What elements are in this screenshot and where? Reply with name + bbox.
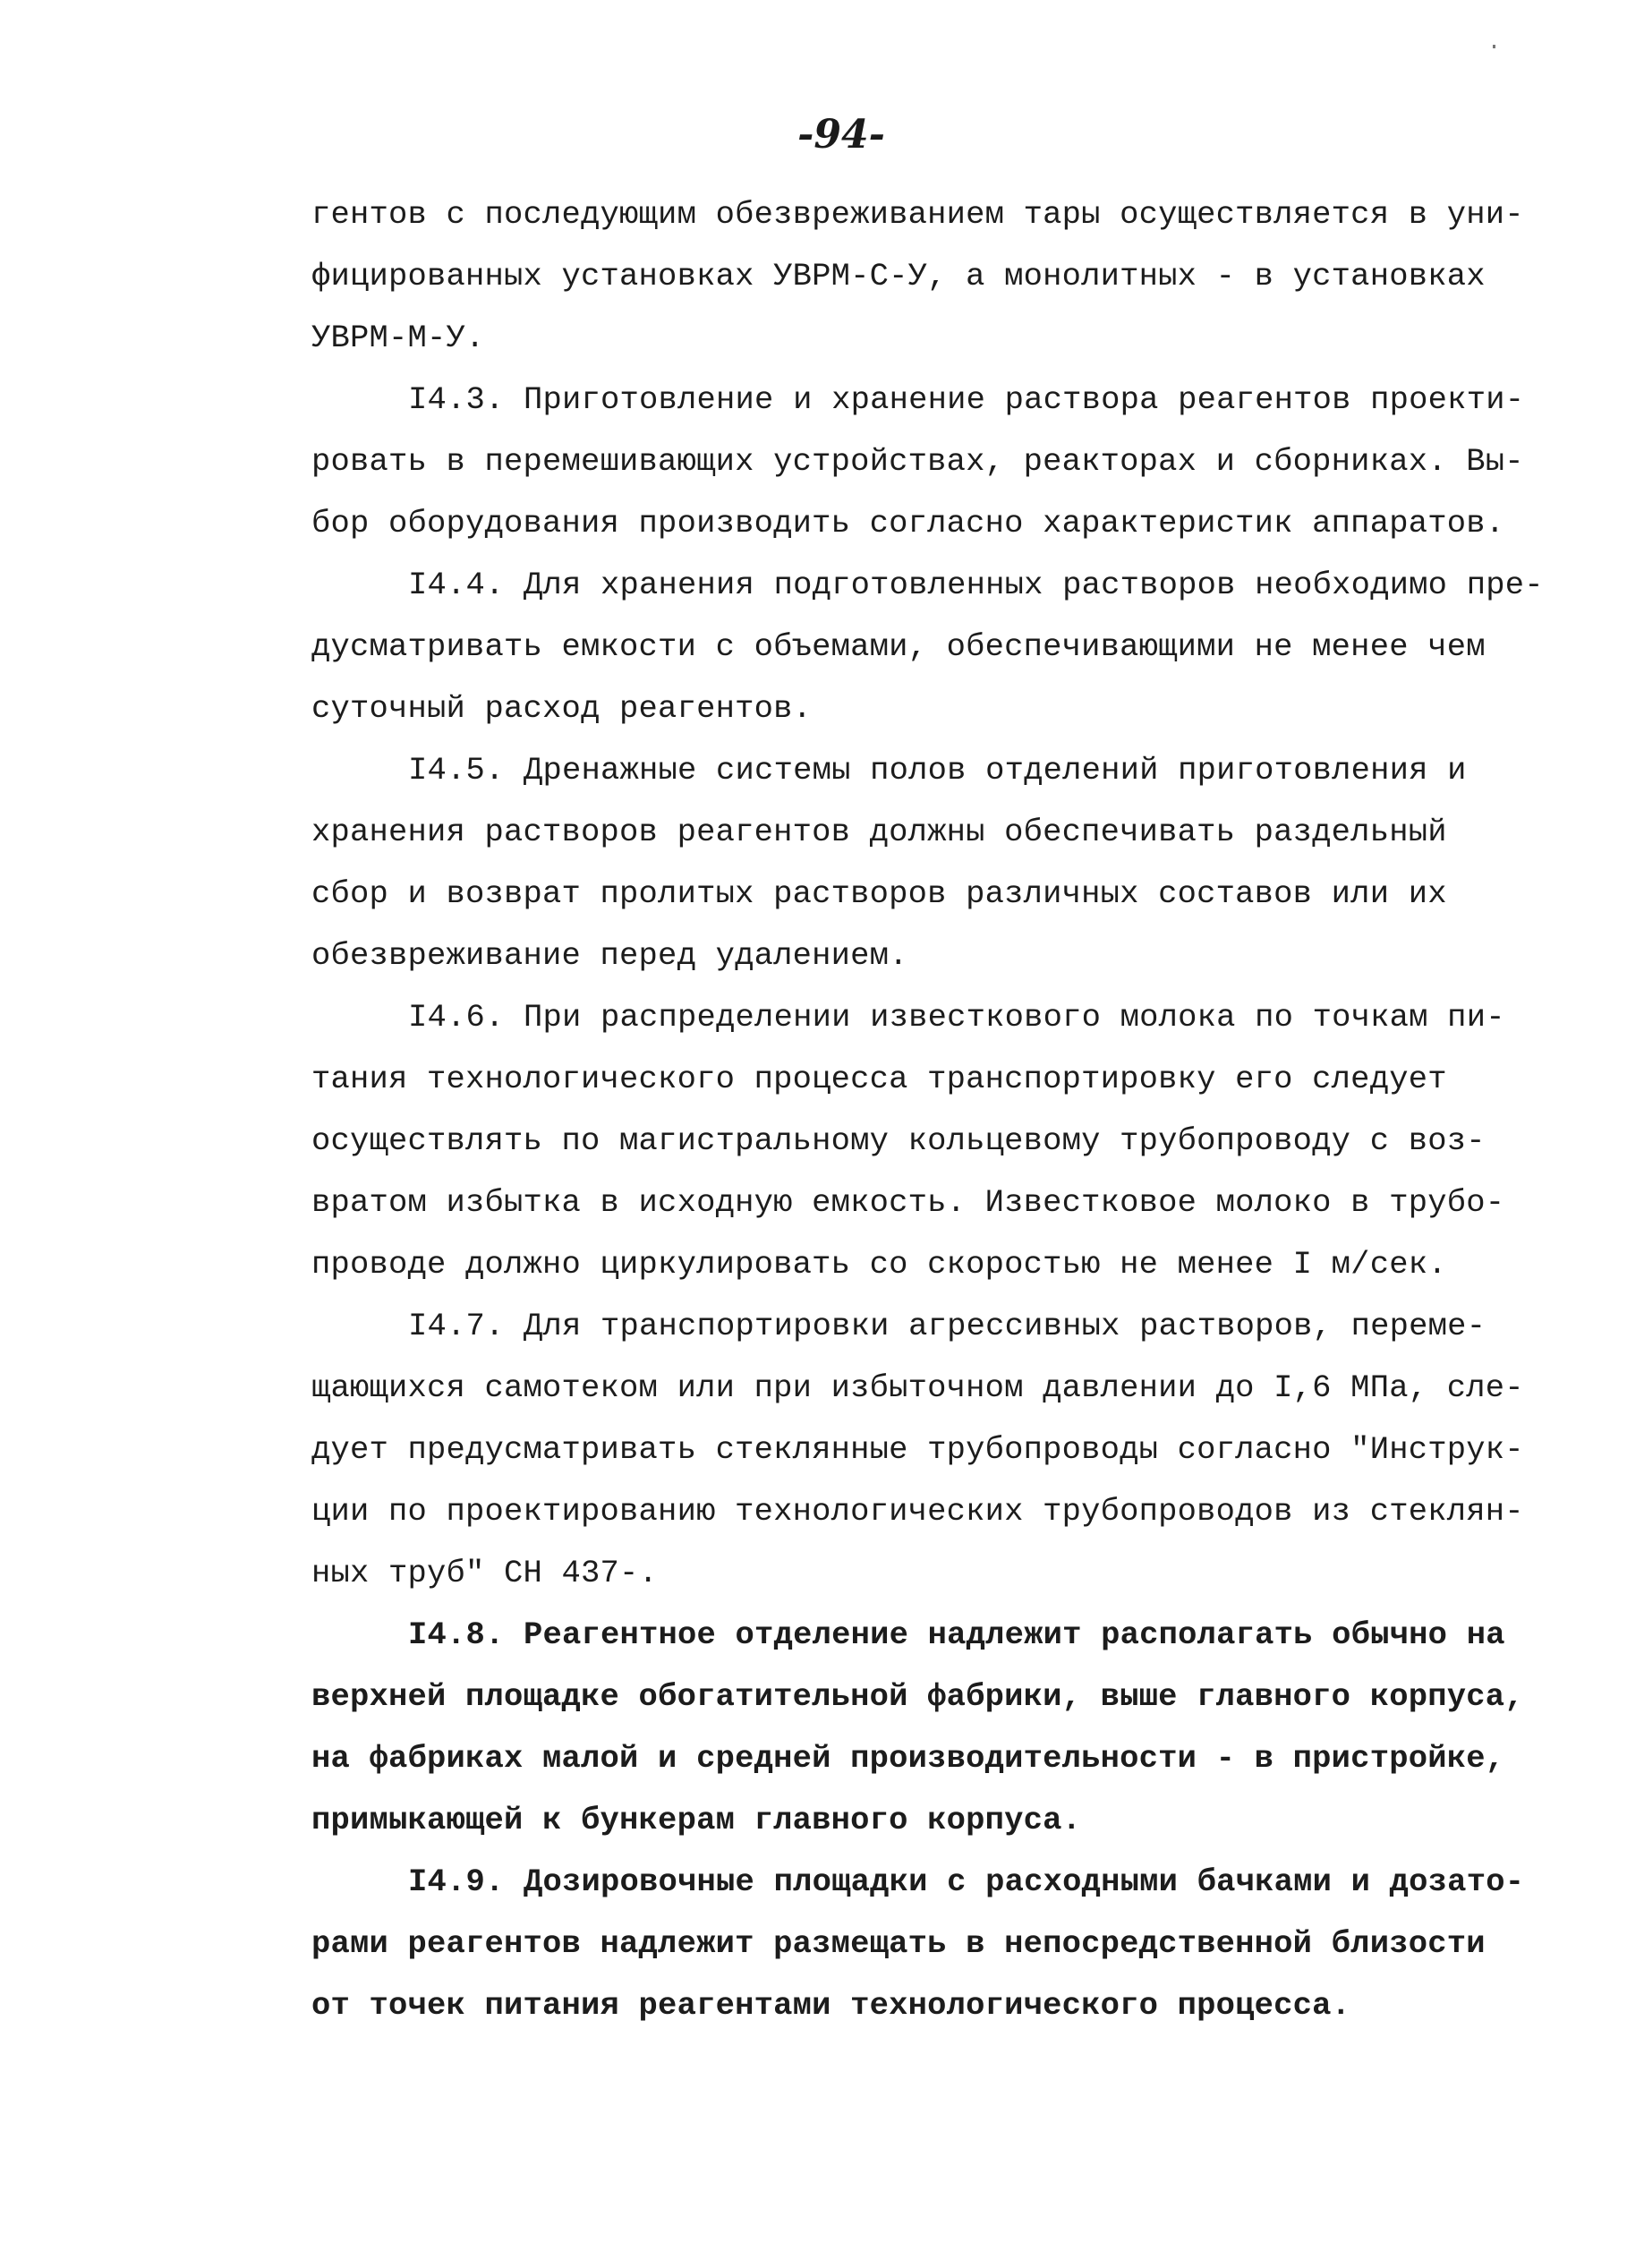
paragraph-14-8-start: I4.8. Реагентное отделение надлежит располагать обычно на — [408, 1616, 1505, 1653]
paragraph-14-3-start: I4.3. Приготовление и хранение раствора реагентов проекти- — [408, 381, 1525, 418]
paragraph-14-5-start: I4.5. Дренажные системы полов отделений приготовления и — [408, 752, 1467, 789]
text-line: ровать в перемешивающих устройствах, реакторах и сборниках. Вы- — [311, 443, 1524, 480]
text-line: бор оборудования производить согласно характеристик аппаратов. — [311, 505, 1505, 541]
scan-speck — [1493, 45, 1495, 48]
text-line: тания технологического процесса транспортировку его следует — [311, 1061, 1447, 1097]
text-line: фицированных установках УВРМ-С-У, а монолитных - в установках — [311, 258, 1486, 294]
text-line: рами реагентов надлежит размещать в непосредственной близости — [311, 1925, 1486, 1962]
text-line: ных труб" СН 437-. — [311, 1555, 659, 1591]
body-text — [311, 183, 1544, 2036]
text-line: ции по проектированию технологических трубопроводов из стеклян- — [311, 1493, 1524, 1530]
text-line: осуществлять по магистральному кольцевому трубопроводу с воз- — [311, 1122, 1486, 1159]
text-line: дусматривать емкости с объемами, обеспечивающими не менее чем — [311, 628, 1486, 665]
text-line: УВРМ-М-У. — [311, 320, 485, 356]
paragraph-14-7-start: I4.7. Для транспортировки агрессивных растворов, переме- — [408, 1308, 1486, 1344]
text-line: верхней площадке обогатительной фабрики, выше главного корпуса, — [311, 1678, 1524, 1715]
text-line: щающихся самотеком или при избыточном давлении до I,6 МПа, сле- — [311, 1369, 1524, 1406]
text-line: дует предусматривать стеклянные трубопроводы согласно "Инструк- — [311, 1431, 1524, 1468]
text-line: суточный расход реагентов. — [311, 690, 813, 727]
paragraph-14-9-start: I4.9. Дозировочные площадки с расходными бачками и дозато- — [408, 1863, 1525, 1900]
text-line: примыкающей к бункерам главного корпуса. — [311, 1802, 1082, 1838]
page-number: -94- — [797, 112, 885, 158]
text-line: от точек питания реагентами технологического процесса. — [311, 1987, 1351, 2024]
text-line: гентов с последующим обезвреживанием тары осуществляется в уни- — [311, 196, 1524, 233]
paragraph-14-6-start: I4.6. При распределении известкового молока по точкам пи- — [408, 999, 1505, 1036]
text-line: вратом избытка в исходную емкость. Известковое молоко в трубо- — [311, 1184, 1505, 1221]
paragraph-14-4-start: I4.4. Для хранения подготовленных растворов необходимо пре- — [408, 567, 1544, 603]
text-line: обезвреживание перед удалением. — [311, 937, 908, 974]
text-line: сбор и возврат пролитых растворов различных составов или их — [311, 875, 1447, 912]
text-line: хранения растворов реагентов должны обеспечивать раздельный — [311, 814, 1447, 850]
text-line: проводе должно циркулировать со скоростью не менее I м/сек. — [311, 1246, 1447, 1283]
text-line: на фабриках малой и средней производительности - в пристройке, — [311, 1740, 1505, 1777]
